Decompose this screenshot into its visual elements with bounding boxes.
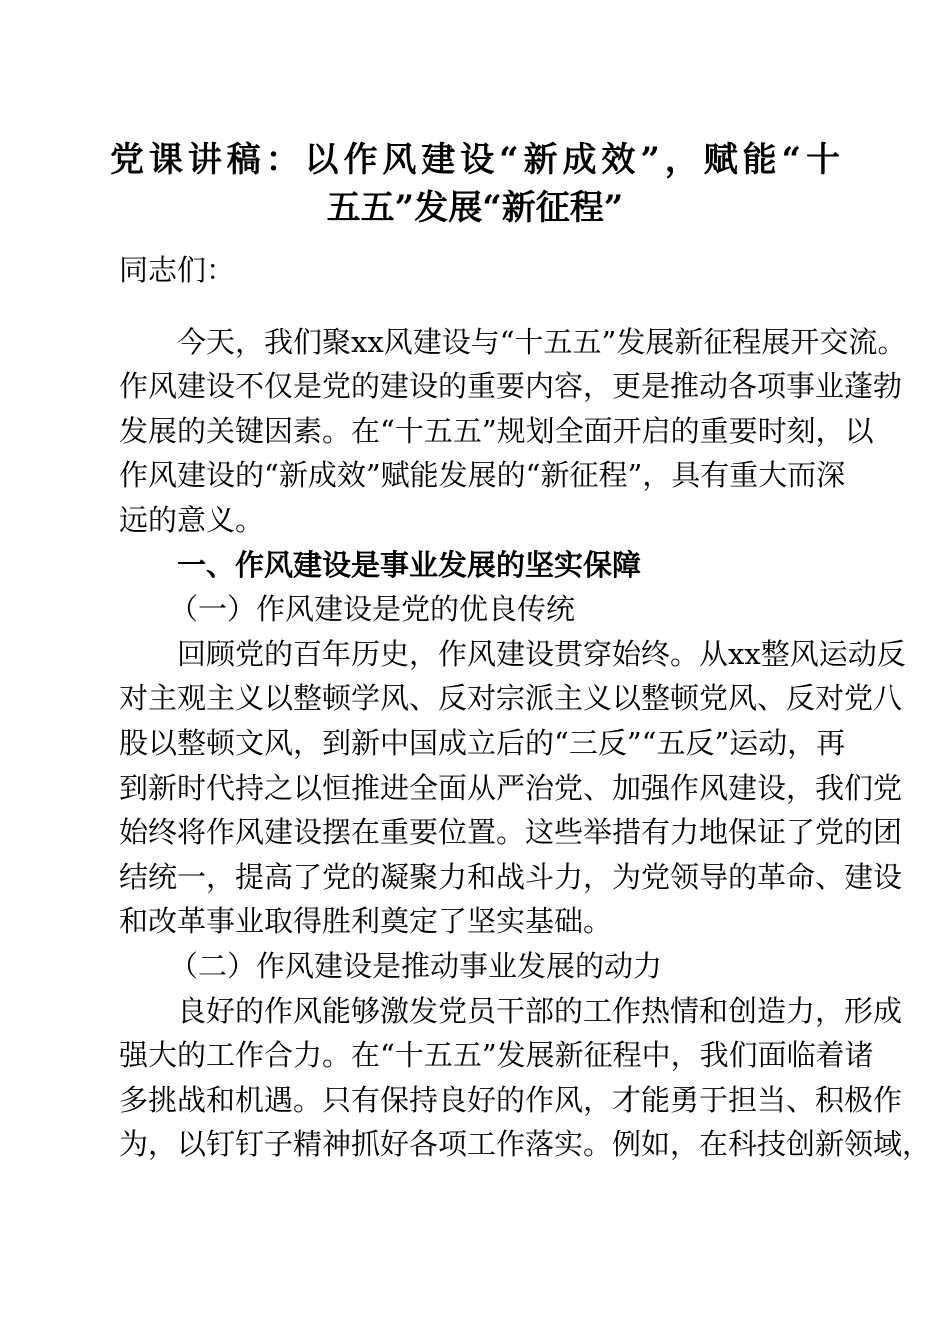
text-line: 良好的作风能够激发党员干部的工作热情和创造力，形成 (177, 993, 903, 1028)
text-line: 结统一，提高了党的凝聚力和战斗力，为党领导的革命、建设 (119, 859, 903, 894)
subsection-heading-1: （一）作风建设是党的优良传统 (169, 592, 576, 627)
text-line: 多挑战和机遇。只有保持良好的作风，才能勇于担当、积极作 (119, 1082, 903, 1117)
text-line: 发展的关键因素。在“十五五”规划全面开启的重要时刻，以 (119, 413, 874, 448)
paragraph-driving-force (119, 989, 932, 1167)
text-line: 到新时代持之以恒推进全面从严治党、加强作风建设，我们党 (119, 770, 903, 805)
document-body (119, 248, 932, 1167)
greeting: 同志们： (119, 253, 236, 287)
subsection-heading-2: （二）作风建设是推动事业发展的动力 (169, 948, 663, 983)
text-line: 和改革事业取得胜利奠定了坚实基础。 (119, 904, 613, 939)
text-line: 为，以钉钉子精神抓好各项工作落实。例如，在科技创新领域， (119, 1127, 932, 1162)
paragraph-history (119, 632, 906, 944)
title-line-1: 党课讲稿：以作风建设“新成效”，赋能“十 (110, 140, 840, 180)
text-line: 远的意义。 (119, 502, 265, 537)
document-title (110, 136, 840, 232)
title-line-2: 五五”发展“新征程” (326, 188, 624, 228)
text-line: 回顾党的百年历史，作风建设贯穿始终。从xx整风运动反 (177, 636, 906, 671)
section-heading-1: 一、作风建设是事业发展的坚实保障 (177, 547, 642, 582)
text-line: 作风建设的“新成效”赋能发展的“新征程”，具有重大而深 (119, 458, 846, 493)
text-line: 作风建设不仅是党的建设的重要内容，更是推动各项事业蓬勃 (119, 369, 903, 404)
text-line: 股以整顿文风，到新中国成立后的“三反”“五反”运动，再 (119, 725, 846, 760)
text-line: 对主观主义以整顿学风、反对宗派主义以整顿党风、反对党八 (119, 681, 903, 716)
text-line: 今天，我们聚xx风建设与“十五五”发展新征程展开交流。 (177, 324, 907, 359)
intro-paragraph (119, 320, 907, 543)
text-line: 始终将作风建设摆在重要位置。这些举措有力地保证了党的团 (119, 815, 903, 850)
text-line: 强大的工作合力。在“十五五”发展新征程中，我们面临着诸 (119, 1038, 874, 1073)
